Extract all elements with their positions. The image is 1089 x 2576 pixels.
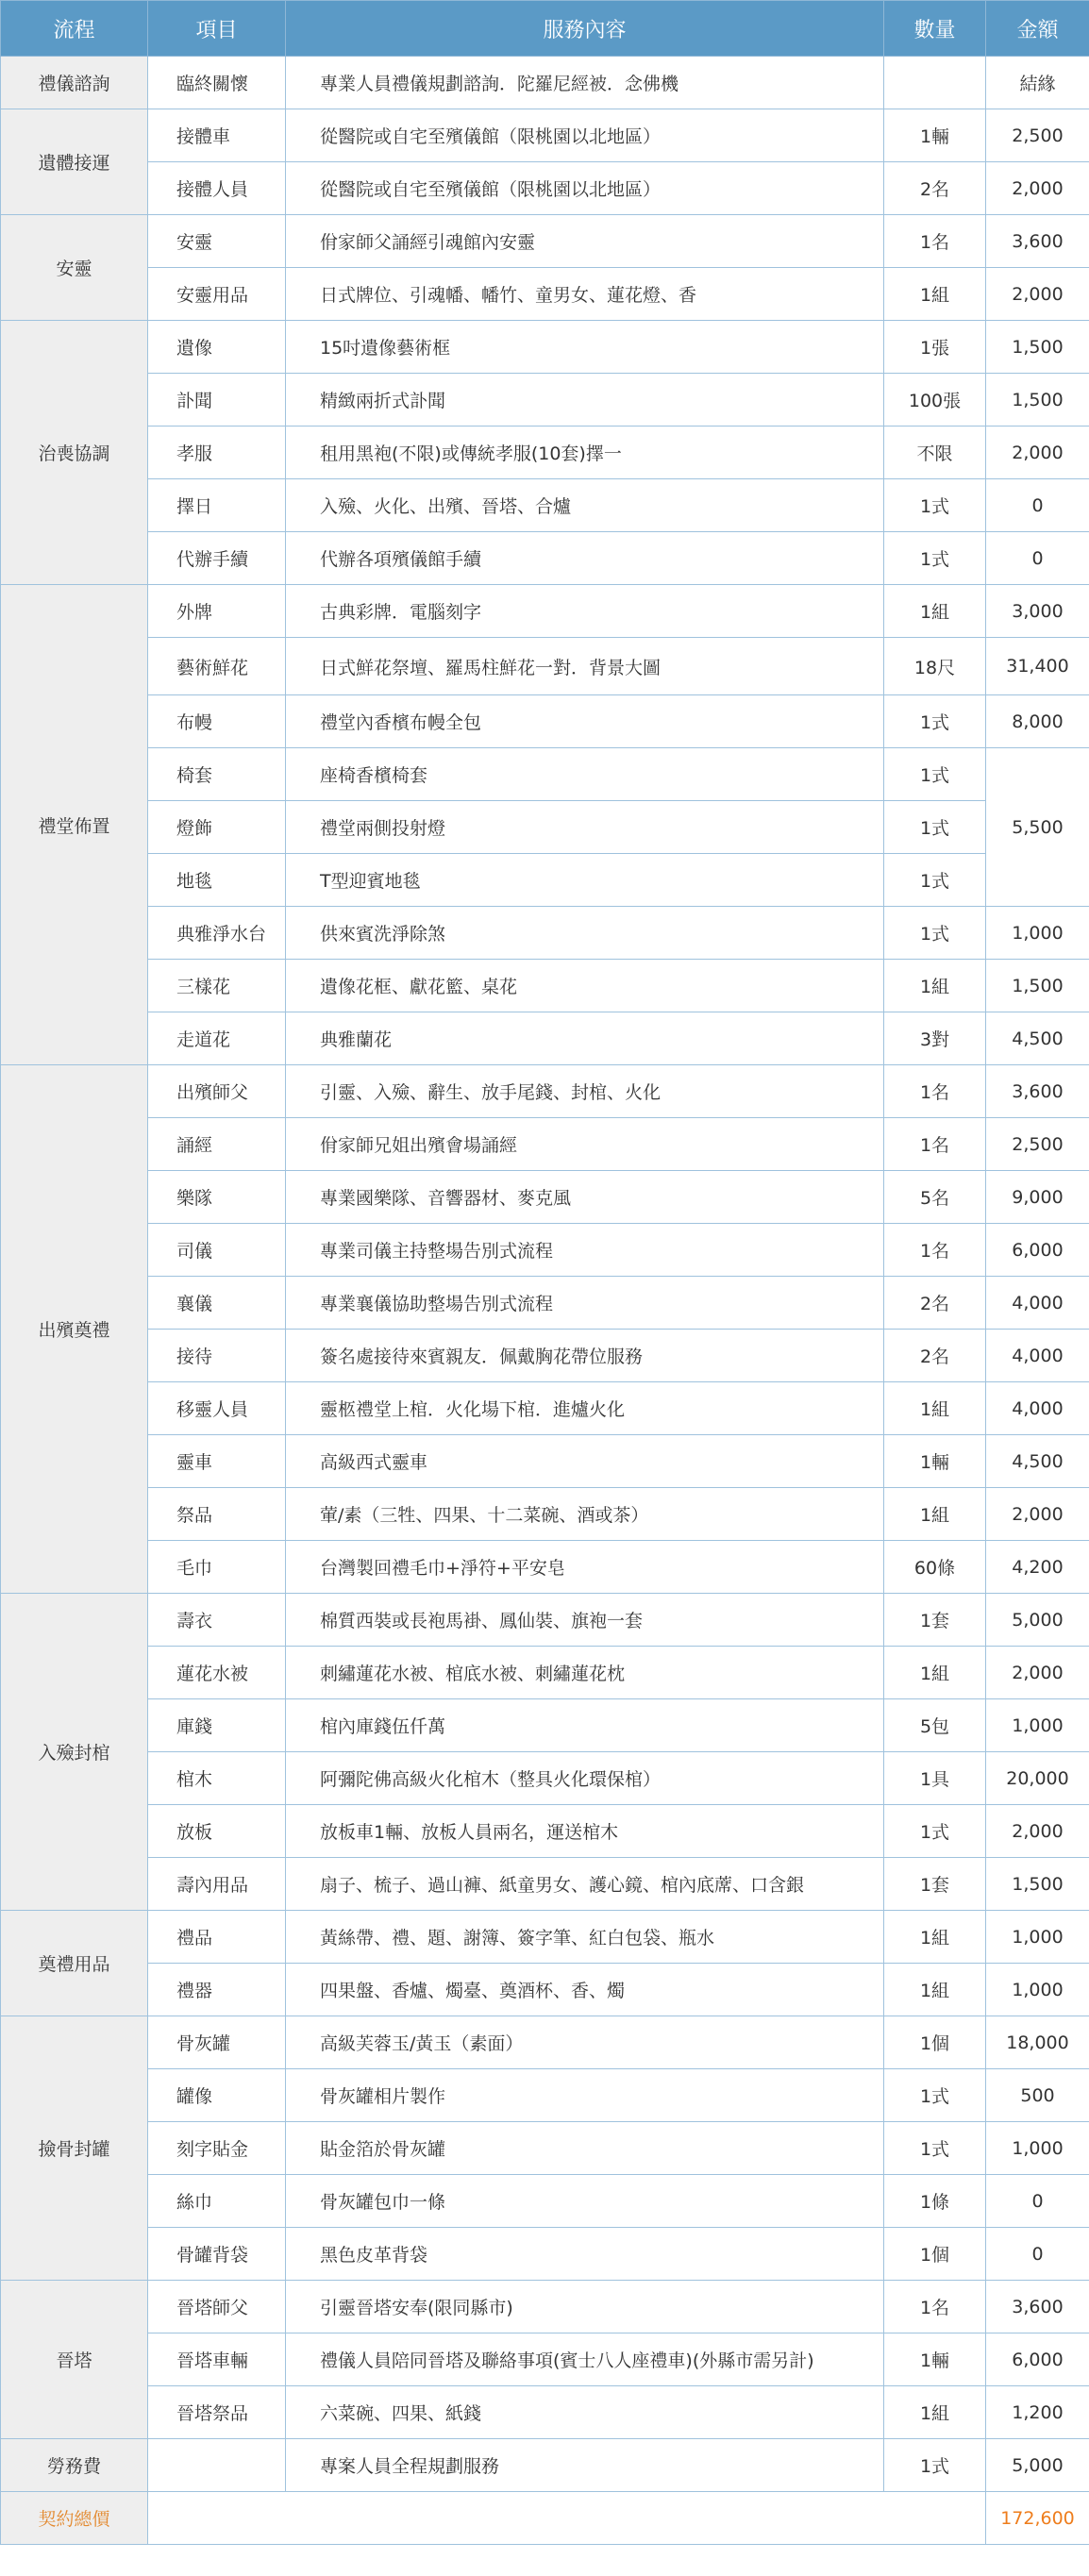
stage-cell: 入殮封棺 (1, 1594, 148, 1911)
quantity-cell: 2名 (884, 1330, 986, 1382)
description-cell: 貼金箔於骨灰罐 (286, 2122, 884, 2175)
amount-cell: 5,500 (986, 748, 1089, 907)
quantity-cell: 100張 (884, 374, 986, 427)
quantity-cell: 1式 (884, 1805, 986, 1858)
table-row (1, 2228, 1089, 2281)
amount-cell: 3,600 (986, 2281, 1089, 2333)
quantity-cell: 不限 (884, 427, 986, 479)
description-cell: 黃絲帶、禮、題、謝簿、簽字筆、紅白包袋、瓶水 (286, 1911, 884, 1964)
quantity-cell: 1名 (884, 215, 986, 268)
table-row (1, 2333, 1089, 2386)
item-cell: 燈飾 (148, 801, 286, 854)
item-cell: 訃聞 (148, 374, 286, 427)
description-cell: 扇子、梳子、過山褲、紙童男女、護心鏡、棺內底蓆、口含銀 (286, 1858, 884, 1911)
description-cell: 禮堂兩側投射燈 (286, 801, 884, 854)
quantity-cell: 1式 (884, 801, 986, 854)
description-cell: 引靈、入殮、辭生、放手尾錢、封棺、火化 (286, 1065, 884, 1118)
quantity-cell: 1組 (884, 268, 986, 321)
stage-cell: 安靈 (1, 215, 148, 321)
quantity-cell: 1式 (884, 2439, 986, 2492)
description-cell: 棺內庫錢伍仟萬 (286, 1699, 884, 1752)
header-amount: 金額 (986, 1, 1089, 57)
description-cell: 專業襄儀協助整場告別式流程 (286, 1277, 884, 1330)
item-cell: 擇日 (148, 479, 286, 532)
amount-cell: 2,000 (986, 162, 1089, 215)
header-item: 項目 (148, 1, 286, 57)
item-cell: 移靈人員 (148, 1382, 286, 1435)
description-cell: 專案人員全程規劃服務 (286, 2439, 884, 2492)
table-row (1, 427, 1089, 479)
quantity-cell: 1組 (884, 1647, 986, 1699)
table-row (1, 532, 1089, 585)
item-cell: 壽內用品 (148, 1858, 286, 1911)
item-cell: 安靈用品 (148, 268, 286, 321)
amount-cell: 3,600 (986, 1065, 1089, 1118)
table-row (1, 854, 1089, 907)
description-cell: 葷/素（三牲、四果、十二菜碗、酒或茶） (286, 1488, 884, 1541)
item-cell: 禮品 (148, 1911, 286, 1964)
item-cell: 臨終關懷 (148, 57, 286, 109)
quantity-cell: 1組 (884, 1911, 986, 1964)
stage-cell: 晉塔 (1, 2281, 148, 2439)
header-quantity: 數量 (884, 1, 986, 57)
amount-cell: 2,000 (986, 1647, 1089, 1699)
item-cell: 壽衣 (148, 1594, 286, 1647)
quantity-cell: 1輛 (884, 109, 986, 162)
stage-cell: 撿骨封罐 (1, 2016, 148, 2281)
description-cell: T型迎賓地毯 (286, 854, 884, 907)
table-row (1, 1277, 1089, 1330)
description-cell: 棉質西裝或長袍馬褂、鳳仙裝、旗袍一套 (286, 1594, 884, 1647)
item-cell: 放板 (148, 1805, 286, 1858)
table-row (1, 2122, 1089, 2175)
table-row (1, 1330, 1089, 1382)
description-cell: 精緻兩折式訃聞 (286, 374, 884, 427)
table-row (1, 2281, 1089, 2333)
amount-cell: 1,000 (986, 907, 1089, 960)
header-stage: 流程 (1, 1, 148, 57)
description-cell: 佾家師父誦經引魂館內安靈 (286, 215, 884, 268)
table-row (1, 960, 1089, 1012)
description-cell: 座椅香檳椅套 (286, 748, 884, 801)
amount-cell: 1,200 (986, 2386, 1089, 2439)
item-cell: 代辦手續 (148, 532, 286, 585)
quantity-cell: 1式 (884, 907, 986, 960)
quantity-cell: 1套 (884, 1594, 986, 1647)
quantity-cell: 1組 (884, 960, 986, 1012)
item-cell: 毛巾 (148, 1541, 286, 1594)
quantity-cell: 1條 (884, 2175, 986, 2228)
description-cell: 禮儀人員陪同晉塔及聯絡事項(賓士八人座禮車)(外縣市需另計) (286, 2333, 884, 2386)
item-cell: 骨灰罐 (148, 2016, 286, 2069)
amount-cell: 1,500 (986, 1858, 1089, 1911)
table-row (1, 2069, 1089, 2122)
quantity-cell (884, 57, 986, 109)
item-cell: 出殯師父 (148, 1065, 286, 1118)
item-cell: 接體車 (148, 109, 286, 162)
item-cell: 椅套 (148, 748, 286, 801)
amount-cell: 9,000 (986, 1171, 1089, 1224)
amount-cell: 1,000 (986, 1911, 1089, 1964)
quantity-cell: 1組 (884, 1382, 986, 1435)
amount-cell: 2,500 (986, 1118, 1089, 1171)
quantity-cell: 1組 (884, 2386, 986, 2439)
item-cell: 地毯 (148, 854, 286, 907)
table-row (1, 1752, 1089, 1805)
stage-cell: 奠禮用品 (1, 1911, 148, 2016)
description-cell: 租用黑袍(不限)或傳統孝服(10套)擇一 (286, 427, 884, 479)
item-cell: 孝服 (148, 427, 286, 479)
table-row (1, 1964, 1089, 2016)
quantity-cell: 1張 (884, 321, 986, 374)
amount-cell: 0 (986, 479, 1089, 532)
quantity-cell: 1式 (884, 2069, 986, 2122)
quantity-cell: 1輛 (884, 2333, 986, 2386)
table-row (1, 268, 1089, 321)
description-cell: 從醫院或自宅至殯儀館（限桃園以北地區） (286, 109, 884, 162)
quantity-cell: 1式 (884, 695, 986, 748)
amount-cell: 2,000 (986, 268, 1089, 321)
total-spacer (148, 2492, 986, 2545)
description-cell: 古典彩牌．電腦刻字 (286, 585, 884, 638)
item-cell: 棺木 (148, 1752, 286, 1805)
description-cell: 阿彌陀佛高級火化棺木（整具火化環保棺） (286, 1752, 884, 1805)
amount-cell: 6,000 (986, 1224, 1089, 1277)
table-row (1, 1858, 1089, 1911)
amount-cell: 0 (986, 532, 1089, 585)
quantity-cell: 2名 (884, 162, 986, 215)
description-cell: 四果盤、香爐、燭臺、奠酒杯、香、燭 (286, 1964, 884, 2016)
amount-cell: 4,500 (986, 1435, 1089, 1488)
amount-cell: 3,600 (986, 215, 1089, 268)
item-cell: 走道花 (148, 1012, 286, 1065)
item-cell: 外牌 (148, 585, 286, 638)
table-row (1, 1171, 1089, 1224)
amount-cell: 4,000 (986, 1277, 1089, 1330)
quantity-cell: 2名 (884, 1277, 986, 1330)
description-cell: 簽名處接待來賓親友．佩戴胸花帶位服務 (286, 1330, 884, 1382)
stage-cell: 禮堂佈置 (1, 585, 148, 1065)
table-row (1, 1647, 1089, 1699)
description-cell: 入殮、火化、出殯、晉塔、合爐 (286, 479, 884, 532)
table-row (1, 638, 1089, 695)
description-cell: 靈柩禮堂上棺．火化場下棺．進爐火化 (286, 1382, 884, 1435)
table-row (1, 1224, 1089, 1277)
quantity-cell: 1套 (884, 1858, 986, 1911)
table-row (1, 748, 1089, 801)
item-cell: 晉塔車輛 (148, 2333, 286, 2386)
description-cell: 刺繡蓮花水被、棺底水被、刺繡蓮花枕 (286, 1647, 884, 1699)
quantity-cell: 60條 (884, 1541, 986, 1594)
description-cell: 六菜碗、四果、紙錢 (286, 2386, 884, 2439)
amount-cell: 1,500 (986, 374, 1089, 427)
description-cell: 專業人員禮儀規劃諮詢．陀羅尼經被．念佛機 (286, 57, 884, 109)
amount-cell: 結緣 (986, 57, 1089, 109)
table-row (1, 321, 1089, 374)
item-cell: 樂隊 (148, 1171, 286, 1224)
description-cell: 黑色皮革背袋 (286, 2228, 884, 2281)
amount-cell: 4,000 (986, 1330, 1089, 1382)
quantity-cell: 5包 (884, 1699, 986, 1752)
stage-cell: 勞務費 (1, 2439, 148, 2492)
description-cell: 高級西式靈車 (286, 1435, 884, 1488)
description-cell: 專業司儀主持整場告別式流程 (286, 1224, 884, 1277)
amount-cell: 5,000 (986, 2439, 1089, 2492)
item-cell: 靈車 (148, 1435, 286, 1488)
table-row (1, 1699, 1089, 1752)
amount-cell: 500 (986, 2069, 1089, 2122)
stage-cell: 遺體接運 (1, 109, 148, 215)
description-cell: 佾家師兄姐出殯會場誦經 (286, 1118, 884, 1171)
table-row (1, 1065, 1089, 1118)
quantity-cell: 1組 (884, 1964, 986, 2016)
amount-cell: 0 (986, 2175, 1089, 2228)
table-row (1, 1435, 1089, 1488)
description-cell: 從醫院或自宅至殯儀館（限桃園以北地區） (286, 162, 884, 215)
item-cell: 刻字貼金 (148, 2122, 286, 2175)
table-row (1, 374, 1089, 427)
description-cell: 供來賓洗淨除煞 (286, 907, 884, 960)
amount-cell: 2,000 (986, 1805, 1089, 1858)
quantity-cell: 1名 (884, 1065, 986, 1118)
description-cell: 放板車1輛、放板人員兩名，運送棺木 (286, 1805, 884, 1858)
amount-cell: 18,000 (986, 2016, 1089, 2069)
description-cell: 禮堂內香檳布幔全包 (286, 695, 884, 748)
item-cell: 接體人員 (148, 162, 286, 215)
table-row (1, 1541, 1089, 1594)
item-cell: 典雅淨水台 (148, 907, 286, 960)
description-cell: 15吋遺像藝術框 (286, 321, 884, 374)
description-cell: 引靈晉塔安奉(限同縣市) (286, 2281, 884, 2333)
description-cell: 台灣製回禮毛巾+淨符+平安皂 (286, 1541, 884, 1594)
table-row (1, 695, 1089, 748)
table-row (1, 2016, 1089, 2069)
table-body (1, 57, 1089, 2492)
table-row (1, 1118, 1089, 1171)
amount-cell: 1,000 (986, 1699, 1089, 1752)
amount-cell: 8,000 (986, 695, 1089, 748)
table-row (1, 1012, 1089, 1065)
table-row (1, 585, 1089, 638)
item-cell: 遺像 (148, 321, 286, 374)
item-cell: 三樣花 (148, 960, 286, 1012)
description-cell: 日式鮮花祭壇、羅馬柱鮮花一對．背景大圖 (286, 638, 884, 695)
total-amount: 172,600 (986, 2492, 1089, 2545)
item-cell: 藝術鮮花 (148, 638, 286, 695)
stage-cell: 禮儀諮詢 (1, 57, 148, 109)
amount-cell: 4,000 (986, 1382, 1089, 1435)
item-cell: 禮器 (148, 1964, 286, 2016)
total-label: 契約總價 (1, 2492, 148, 2545)
table-row (1, 479, 1089, 532)
quantity-cell: 1式 (884, 532, 986, 585)
quantity-cell: 1組 (884, 585, 986, 638)
amount-cell: 0 (986, 2228, 1089, 2281)
description-cell: 代辦各項殯儀館手續 (286, 532, 884, 585)
quantity-cell: 18尺 (884, 638, 986, 695)
table-row (1, 801, 1089, 854)
total-row (1, 2492, 1089, 2545)
table-row (1, 2175, 1089, 2228)
amount-cell: 1,500 (986, 960, 1089, 1012)
quantity-cell: 1名 (884, 1224, 986, 1277)
amount-cell: 6,000 (986, 2333, 1089, 2386)
table-row (1, 2386, 1089, 2439)
quantity-cell: 1具 (884, 1752, 986, 1805)
item-cell: 晉塔祭品 (148, 2386, 286, 2439)
amount-cell: 4,200 (986, 1541, 1089, 1594)
item-cell: 晉塔師父 (148, 2281, 286, 2333)
amount-cell: 1,500 (986, 321, 1089, 374)
table-row (1, 1805, 1089, 1858)
amount-cell: 20,000 (986, 1752, 1089, 1805)
item-cell: 接待 (148, 1330, 286, 1382)
quantity-cell: 1式 (884, 479, 986, 532)
amount-cell: 5,000 (986, 1594, 1089, 1647)
item-cell: 布幔 (148, 695, 286, 748)
description-cell: 日式牌位、引魂幡、幡竹、童男女、蓮花燈、香 (286, 268, 884, 321)
amount-cell: 2,000 (986, 1488, 1089, 1541)
stage-cell: 治喪協調 (1, 321, 148, 585)
quantity-cell: 1式 (884, 2122, 986, 2175)
quantity-cell: 1式 (884, 748, 986, 801)
table-row (1, 2439, 1089, 2492)
item-cell: 蓮花水被 (148, 1647, 286, 1699)
quantity-cell: 5名 (884, 1171, 986, 1224)
table-row (1, 109, 1089, 162)
table-row (1, 57, 1089, 109)
item-cell: 庫錢 (148, 1699, 286, 1752)
item-cell: 骨罐背袋 (148, 2228, 286, 2281)
amount-cell: 2,500 (986, 109, 1089, 162)
amount-cell: 3,000 (986, 585, 1089, 638)
quantity-cell: 1個 (884, 2228, 986, 2281)
quantity-cell: 1名 (884, 1118, 986, 1171)
amount-cell: 1,000 (986, 2122, 1089, 2175)
quantity-cell: 3對 (884, 1012, 986, 1065)
amount-cell: 4,500 (986, 1012, 1089, 1065)
description-cell: 專業國樂隊、音響器材、麥克風 (286, 1171, 884, 1224)
item-cell: 絲巾 (148, 2175, 286, 2228)
quantity-cell: 1輛 (884, 1435, 986, 1488)
quantity-cell: 1組 (884, 1488, 986, 1541)
item-cell: 襄儀 (148, 1277, 286, 1330)
table-row (1, 1382, 1089, 1435)
amount-cell: 31,400 (986, 638, 1089, 695)
item-cell: 祭品 (148, 1488, 286, 1541)
description-cell: 骨灰罐包巾一條 (286, 2175, 884, 2228)
item-cell: 罐像 (148, 2069, 286, 2122)
table-row (1, 907, 1089, 960)
quantity-cell: 1個 (884, 2016, 986, 2069)
stage-cell: 出殯奠禮 (1, 1065, 148, 1594)
table-row (1, 1594, 1089, 1647)
header-description: 服務內容 (286, 1, 884, 57)
quantity-cell: 1式 (884, 854, 986, 907)
quantity-cell: 1名 (884, 2281, 986, 2333)
table-header-row (1, 1, 1089, 57)
amount-cell: 1,000 (986, 1964, 1089, 2016)
table-row (1, 1488, 1089, 1541)
description-cell: 高級芙蓉玉/黃玉（素面） (286, 2016, 884, 2069)
amount-cell: 2,000 (986, 427, 1089, 479)
description-cell: 遺像花框、獻花籃、桌花 (286, 960, 884, 1012)
table-row (1, 162, 1089, 215)
description-cell: 典雅蘭花 (286, 1012, 884, 1065)
description-cell: 骨灰罐相片製作 (286, 2069, 884, 2122)
item-cell: 司儀 (148, 1224, 286, 1277)
item-cell: 安靈 (148, 215, 286, 268)
item-cell (148, 2439, 286, 2492)
table-row (1, 1911, 1089, 1964)
table-row (1, 215, 1089, 268)
item-cell: 誦經 (148, 1118, 286, 1171)
